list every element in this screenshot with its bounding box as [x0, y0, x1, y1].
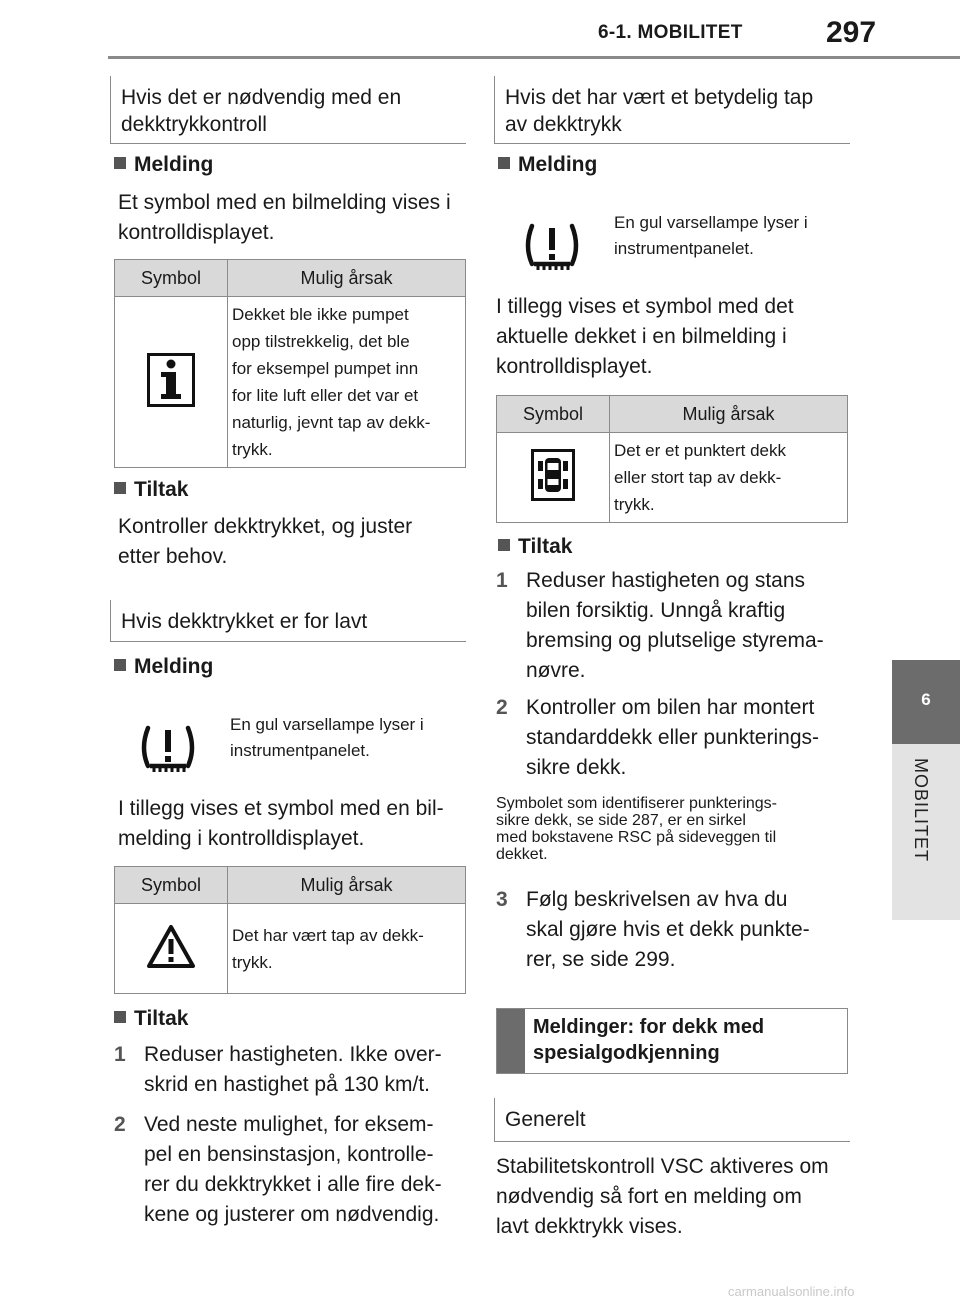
- lamp-text: En gul varsellampe lyser i instrumentpanelet.: [614, 213, 808, 258]
- square-bullet-icon: [498, 157, 510, 169]
- table-cause-cell: Dekket ble ikke pumpet opp tilstrekkelig, det ble for eksempel pumpet inn for lite luft eller det var et naturlig, jevnt tap av dekk- trykk.: [228, 297, 466, 468]
- paragraph: I tillegg vises et symbol med en bil- melding i kontrolldisplayet.: [118, 797, 444, 850]
- table-header-cause: Mulig årsak: [228, 867, 466, 904]
- step-item: 2 Ved neste mulighet, for eksem- pel en bensinstasjon, kontrolle- rer du dekktrykket i alle fire dek- kene og justerer om nødvendig.: [114, 1113, 442, 1226]
- subheading-tiltak: Tiltak: [114, 478, 188, 502]
- tire-pressure-warning-icon: [522, 220, 582, 276]
- tire-pressure-warning-icon: [138, 722, 198, 778]
- subheading-melding: Melding: [114, 153, 213, 177]
- lamp-text: En gul varsellampe lyser i instrumentpanelet.: [230, 715, 424, 760]
- symbol-table-1: [114, 259, 466, 468]
- symbol-table-2: [114, 866, 466, 994]
- header-section-title: 6-1. MOBILITET: [598, 22, 743, 43]
- section-bar: [497, 1009, 525, 1073]
- section-box-betydelig-tap: Hvis det har vært et betydelig tap av dekktrykk: [494, 76, 850, 144]
- subheading-melding: Melding: [498, 153, 597, 177]
- subheading-tiltak: Tiltak: [114, 1007, 188, 1031]
- table-symbol-cell: [497, 433, 610, 523]
- car-tire-icon: [531, 449, 575, 501]
- header-rule: [108, 56, 960, 59]
- table-cause-cell: Det er et punktert dekk eller stort tap av dekk- trykk.: [610, 433, 848, 523]
- subheading-tiltak: Tiltak: [498, 535, 572, 559]
- square-bullet-icon: [498, 539, 510, 551]
- paragraph: Stabilitetskontroll VSC aktiveres om nødvendig så fort en melding om lavt dekktrykk vises.: [496, 1155, 829, 1238]
- info-i-icon: [147, 353, 195, 407]
- table-symbol-cell: [115, 904, 228, 994]
- step-item: 1 Reduser hastigheten. Ikke over- skrid en hastighet på 130 km/t.: [114, 1043, 442, 1096]
- table-header-cause: Mulig årsak: [228, 260, 466, 297]
- section-box-dekktrykkontroll: Hvis det er nødvendig med en dekktrykkontroll: [110, 76, 466, 144]
- table-cause-cell: Det har vært tap av dekk- trykk.: [228, 904, 466, 994]
- page-number: 297: [826, 16, 877, 49]
- paragraph: I tillegg vises et symbol med det aktuelle dekket i en bilmelding i kontrolldisplayet.: [496, 295, 794, 378]
- warning-triangle-icon: [146, 923, 196, 969]
- step-item: 1 Reduser hastigheten og stans bilen forsiktig. Unngå kraftig bremsing og plutselige styrema- nøvre.: [496, 569, 824, 682]
- paragraph: Kontroller dekktrykket, og juster etter behov.: [118, 515, 413, 568]
- square-bullet-icon: [114, 659, 126, 671]
- paragraph: Et symbol med en bilmelding vises i kontrolldisplayet.: [118, 191, 451, 244]
- section-box-generelt: Generelt: [494, 1098, 850, 1142]
- watermark: carmanualsonline.info: [728, 1284, 855, 1299]
- table-header-cause: Mulig årsak: [610, 396, 848, 433]
- table-header-symbol: Symbol: [115, 260, 228, 297]
- square-bullet-icon: [114, 157, 126, 169]
- section-box-for-lavt: Hvis dekktrykket er for lavt: [110, 600, 466, 642]
- table-header-symbol: Symbol: [497, 396, 610, 433]
- step-item: 2 Kontroller om bilen har montert standarddekk eller punkterings- sikre dekk.: [496, 696, 819, 779]
- note-text: Symbolet som identifiserer punkterings- sikre dekk, se side 287, er en sirkel med bokstavene RSC på sideveggen til dekket.: [496, 795, 778, 863]
- side-tab-label: MOBILITET: [911, 758, 931, 863]
- square-bullet-icon: [114, 1011, 126, 1023]
- section-box-spesialgodkjenning: Meldinger: for dekk med spesialgodkjenning: [496, 1008, 848, 1074]
- square-bullet-icon: [114, 482, 126, 494]
- table-symbol-cell: [115, 297, 228, 468]
- side-tab-number: 6: [921, 690, 931, 709]
- subheading-melding: Melding: [114, 655, 213, 679]
- step-item: 3 Følg beskrivelsen av hva du skal gjøre hvis et dekk punkte- rer, se side 299.: [496, 888, 810, 971]
- symbol-table-3: [496, 395, 848, 523]
- table-header-symbol: Symbol: [115, 867, 228, 904]
